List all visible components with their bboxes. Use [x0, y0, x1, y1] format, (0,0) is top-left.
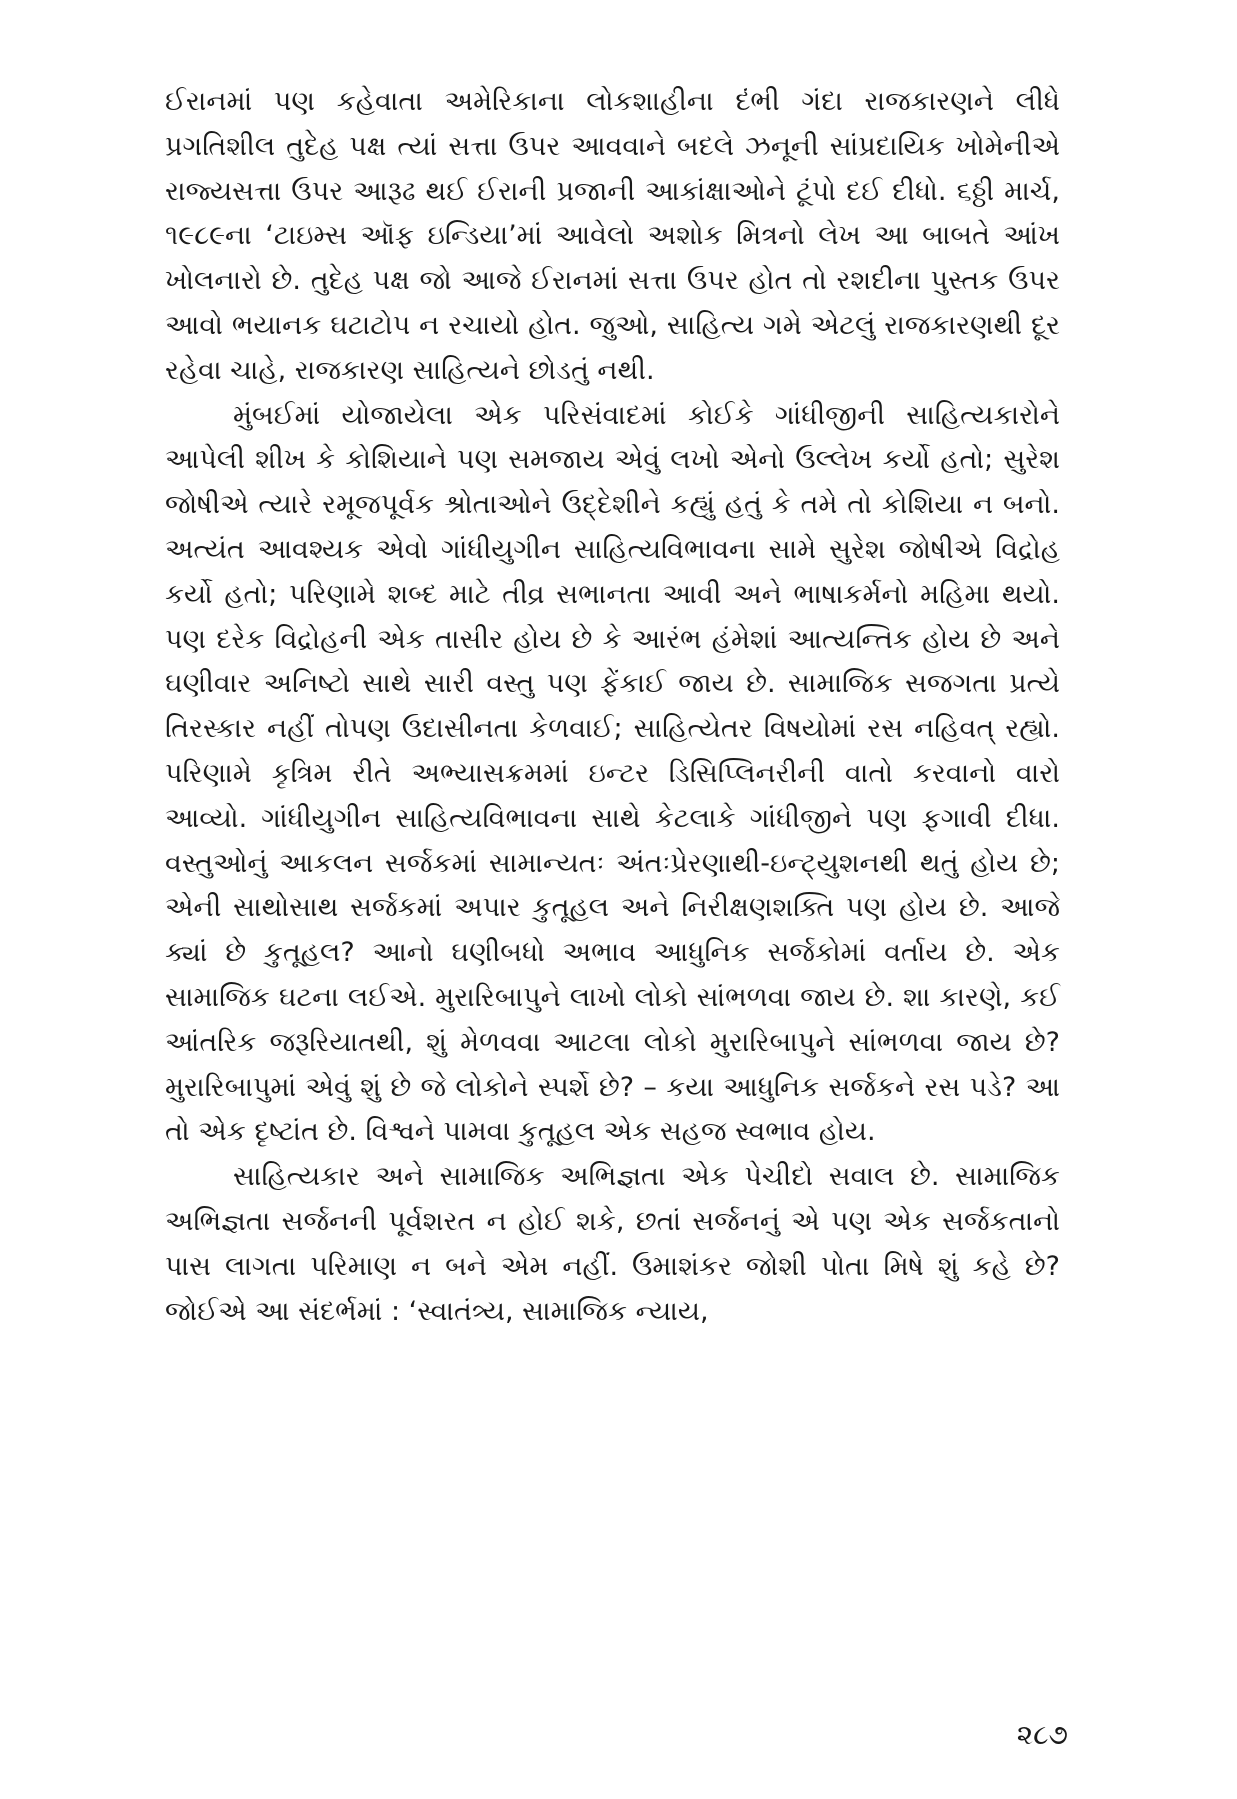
page-number: ૨૮૭ [1016, 1718, 1068, 1751]
paragraph-1: ઈરાનમાં પણ કહેવાતા અમેરિકાના લોકશાહીના દંભી ગંદા રાજકારણને લીધે પ્રગતિશીલ તુદેહ પક્ષ ત્યાં સત્તા ઉપર આવવાને બદલે ઝનૂની સાંપ્રદાયિક ખોમેનીએ રાજ્યસત્તા ઉપર આરૂઢ થઈ ઈરાની પ્રજાની આકાંક્ષાઓને ટૂંપો દઈ દીધો. ૬ઠ્ઠી માર્ચ, ૧૯૮૯ના ‘ટાઇમ્સ ઑફ ઇન્ડિયા’માં આવેલો અશોક મિત્રનો લેખ આ બાબતે આંખ ખોલનારો છે. તુદેહ પક્ષ જો આજે ઈરાનમાં સત્તા ઉપર હોત તો રશદીના પુસ્તક ઉપર આવો ભયાનક ઘટાટોપ ન રચાયો હોત. જુઓ, સાહિત્ય ગમે એટલું રાજકારણથી દૂર રહેવા ચાહે, રાજકારણ સાહિત્યને છોડતું નથી. [165, 86, 1060, 386]
paragraph-2: મુંબઈમાં યોજાયેલા એક પરિસંવાદમાં કોઈકે ગાંધીજીની સાહિત્યકારોને આપેલી શીખ કે કોશિયાને પણ સમજાય એવું લખો એનો ઉલ્લેખ કર્યો હતો; સુરેશ જોષીએ ત્યારે રમૂજપૂર્વક શ્રોતાઓને ઉદ્દેશીને કહ્યું હતું કે તમે તો કોશિયા ન બનો. અત્યંત આવશ્યક એવો ગાંધીયુગીન સાહિત્યવિભાવના સામે સુરેશ જોષીએ વિદ્રોહ કર્યો હતો; પરિણામે શબ્દ માટે તીવ્ર સભાનતા આવી અને ભાષાકર્મનો મહિમા થયો. પણ દરેક વિદ્રોહની એક તાસીર હોય છે કે આરંભ હંમેશાં આત્યન્તિક હોય છે અને ઘણીવાર અનિષ્ટો સાથે સારી વસ્તુ પણ ફેંકાઈ જાય છે. સામાજિક સજગતા પ્રત્યે તિરસ્કાર નહીં તોપણ ઉદાસીનતા કેળવાઈ; સાહિત્યેતર વિષયોમાં રસ નહિવત્ રહ્યો. પરિણામે કૃત્રિમ રીતે અભ્યાસક્રમમાં ઇન્ટર ડિસિપ્લિનરીની વાતો કરવાનો વારો આવ્યો. ગાંધીયુગીન સાહિત્યવિભાવના સાથે કેટલાકે ગાંધીજીને પણ ફગાવી દીધા. વસ્તુઓનું આકલન સર્જકમાં સામાન્યતઃ અંતઃપ્રેરણાથી-ઇન્ટ્યુશનથી થતું હોય છે; એની સાથોસાથ સર્જકમાં અપાર કુતૂહલ અને નિરીક્ષણશક્તિ પણ હોય છે. આજે ક્યાં છે કુતૂહલ? આનો ઘણીબધો અભાવ આધુનિક સર્જકોમાં વર્તાય છે. એક સામાજિક ઘટના લઈએ. મુરારિબાપુને લાખો લોકો સાંભળવા જાય છે. શા કારણે, કઈ આંતરિક જરૂરિયાતથી, શું મેળવવા આટલા લોકો મુરારિબાપુને સાંભળવા જાય છે? મુરારિબાપુમાં એવું શું છે જે લોકોને સ્પર્શે છે? – કયા આધુનિક સર્જકને રસ પડે? આ તો એક દૃષ્ટાંત છે. વિશ્વને પામવા કુતૂહલ એક સહજ સ્વભાવ હોય. [165, 399, 1060, 1148]
paragraph-3: સાહિત્યકાર અને સામાજિક અભિજ્ઞતા એક પેચીદો સવાલ છે. સામાજિક અભિજ્ઞતા સર્જનની પૂર્વશરત ન હોઈ શકે, છતાં સર્જનનું એ પણ એક સર્જકતાનો પાસ લાગતા પરિમાણ ન બને એમ નહીં. ઉમાશંકર જોશી પોતા મિષે શું કહે છે? જોઈએ આ સંદર્ભમાં : ‘સ્વાતંત્ર્ય, સામાજિક ન્યાય, [165, 1161, 1060, 1327]
body-text [165, 80, 1060, 1334]
